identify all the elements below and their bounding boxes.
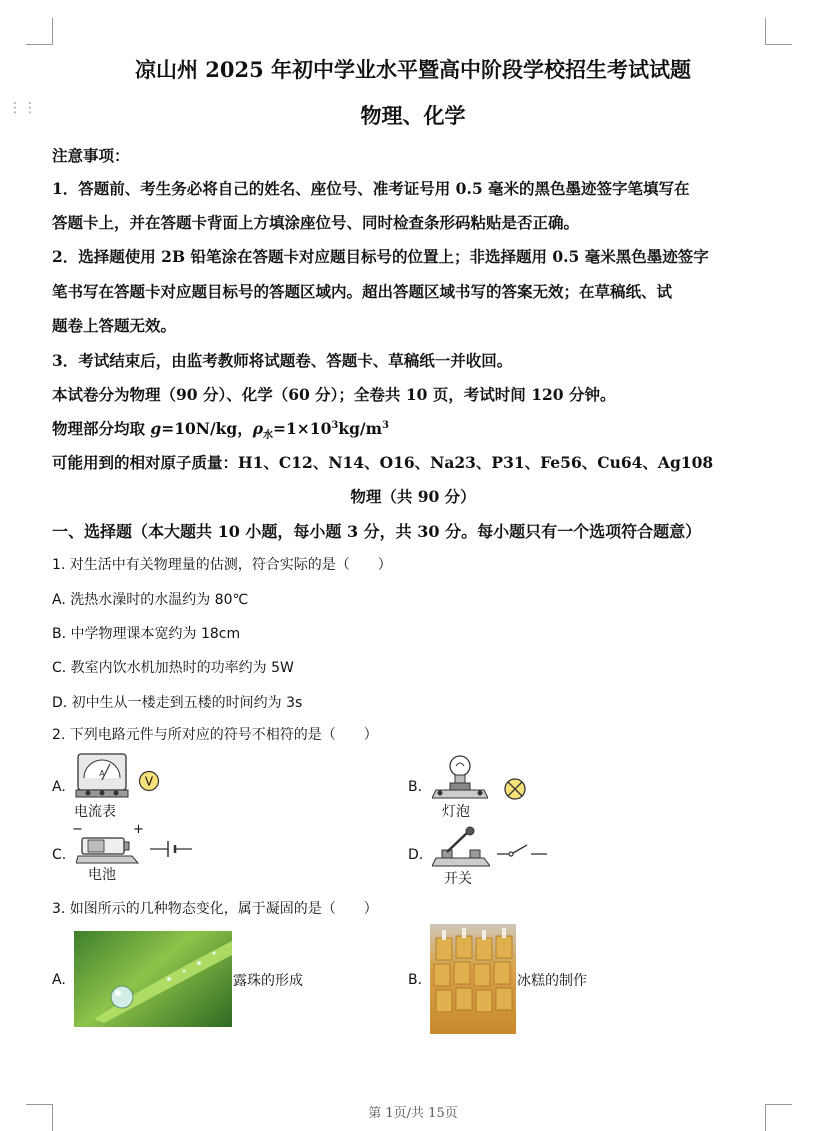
voltmeter-symbol [138, 770, 160, 792]
lamp-symbol [503, 777, 527, 801]
notice-item2-line3: 题卷上答题无效。 [52, 316, 177, 335]
q2-option-a-caption: 电流表 [74, 804, 116, 820]
physics-const-exponent: 3 [331, 419, 339, 431]
physics-const-g-value: =10N/kg， [161, 419, 253, 438]
physics-const-unit: kg/m [338, 419, 382, 438]
physics-const-unit-exponent: 3 [381, 419, 389, 431]
page-subtitle: 物理、化学 [360, 103, 466, 128]
part1-heading: 一、选择题（本大题共 10 小题，每小题 3 分，共 30 分。每小题只有一个选项符合题意） [52, 522, 702, 541]
ammeter-icon [74, 752, 130, 800]
notice-item1-line1: 1．答题前、考生务必将自己的姓名、座位号、准考证号用 0.5 毫米的黑色墨迹签字笔填写在 [52, 179, 690, 198]
q3-option-a-letter: A. [52, 972, 66, 988]
score-info: 本试卷分为物理（90 分）、化学（60 分）；全卷共 10 页，考试时间 120 分钟。 [52, 385, 616, 404]
battery-symbol [150, 838, 192, 860]
q2-option-a-letter: A. [52, 779, 66, 795]
q1-stem: 1. 对生活中有关物理量的估测，符合实际的是（ ） [52, 557, 392, 573]
notice-heading: 注意事项： [52, 146, 130, 165]
page-number: 第 1页/共 15页 [368, 1106, 458, 1121]
q1-option-b: B. 中学物理课本宽约为 18cm [52, 626, 241, 642]
q1-option-d: D. 初中生从一楼走到五楼的时间约为 3s [52, 695, 303, 711]
q2-option-c-caption: 电池 [88, 867, 116, 883]
dew-photo [74, 931, 232, 1027]
bulb-icon [432, 752, 488, 800]
q2-stem: 2. 下列电路元件与所对应的符号不相符的是（ ） [52, 727, 378, 743]
q3-option-a-caption: 露珠的形成 [233, 973, 303, 989]
dew-leaf-icon [74, 931, 232, 1027]
ammeter-face-letter: A [99, 769, 105, 778]
physics-const-rho-sub: 水 [263, 430, 274, 442]
physics-const-rho-value: =1×10 [273, 419, 332, 438]
physics-const-prefix: 物理部分均取 [52, 419, 151, 438]
crop-mark-top-left [26, 18, 53, 45]
notice-item2-line2: 笔书写在答题卡对应题目标号的答题区域内。超出答题区域书写的答案无效；在草稿纸、试 [52, 282, 673, 301]
notice-item2-line1: 2．选择题使用 2B 铅笔涂在答题卡对应题目标号的位置上；非选择题用 0.5 毫米黑色墨迹签字 [52, 247, 709, 266]
q3-option-b-caption: 冰糕的制作 [517, 973, 587, 989]
notice-item3: 3．考试结束后，由监考教师将试题卷、答题卡、草稿纸一并收回。 [52, 351, 513, 370]
q1-option-c: C. 教室内饮水机加热时的功率约为 5W [52, 660, 294, 676]
q2-option-b-caption: 灯泡 [442, 804, 470, 820]
physics-const-rho: ρ [252, 419, 264, 438]
q2-option-d-caption: 开关 [444, 871, 472, 887]
physics-const-g: g [150, 419, 162, 438]
drag-handle-icon[interactable]: ⋮⋮ [8, 100, 38, 116]
switch-symbol [497, 842, 547, 860]
knife-switch-icon [432, 826, 490, 868]
battery-minus-sign: − [72, 822, 83, 837]
battery-plus-sign: + [133, 822, 144, 837]
q2-option-c-letter: C. [52, 847, 67, 863]
voltmeter-symbol-letter: V [144, 774, 154, 789]
battery-icon [76, 834, 140, 864]
page-title: 凉山州 2025 年初中学业水平暨高中阶段学校招生考试试题 [134, 57, 692, 82]
ice-pop-icon [430, 924, 516, 1034]
q3-stem: 3. 如图所示的几种物态变化，属于凝固的是（ ） [52, 901, 378, 917]
ice-pop-photo [430, 924, 516, 1034]
q3-option-b-letter: B. [408, 972, 423, 988]
crop-mark-top-right [765, 18, 792, 45]
physics-constants [52, 417, 389, 441]
q2-option-b-letter: B. [408, 779, 423, 795]
q1-option-a: A. 洗热水澡时的水温约为 80℃ [52, 592, 249, 608]
notice-item1-line2: 答题卡上，并在答题卡背面上方填涂座位号、同时检查条形码粘贴是否正确。 [52, 213, 580, 232]
q2-option-d-letter: D. [408, 847, 424, 863]
physics-section-title: 物理（共 90 分） [350, 487, 476, 506]
atomic-mass: 可能用到的相对原子质量：H1、C12、N14、O16、Na23、P31、Fe56、Cu64、Ag108 [52, 453, 714, 472]
